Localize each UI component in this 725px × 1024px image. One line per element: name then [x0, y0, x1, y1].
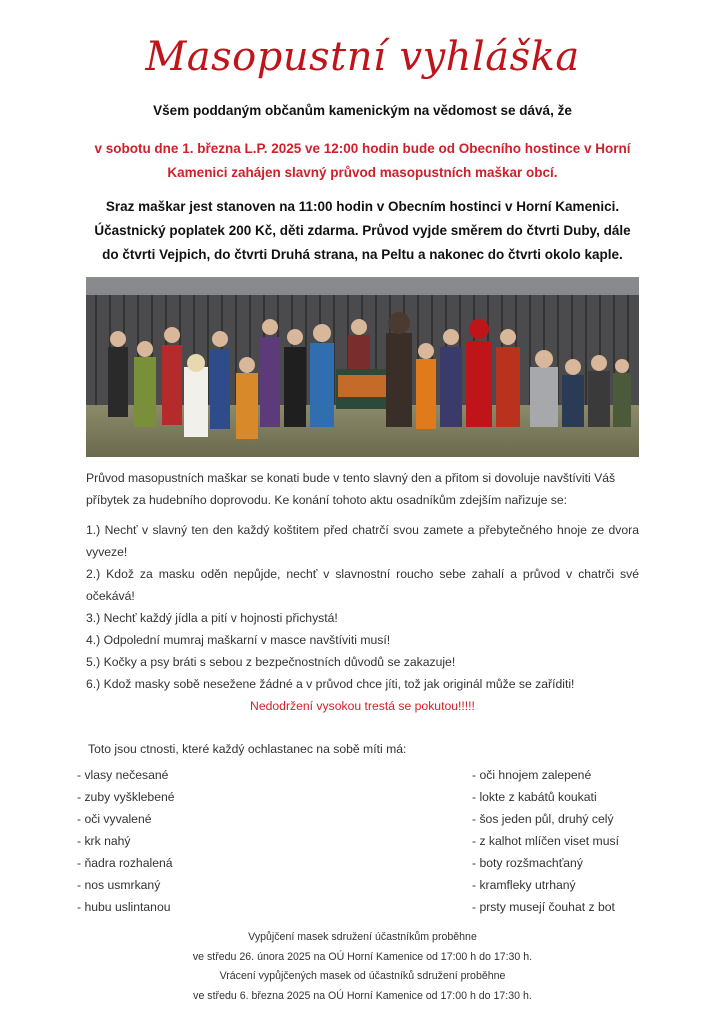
- group-photo-image: [86, 277, 639, 457]
- rule-item: 1.) Nechť v slavný ten den každý koštitem před chatrčí svou zamete a přebytečného hnoje ze dvora vyveze!: [86, 523, 639, 559]
- meeting-line: do čtvrti Vejpich, do čtvrti Druhá strana, na Peltu a nakonec do čtvrti okolo kaple.: [102, 247, 623, 262]
- rule-item: 4.) Odpolední mumraj maškarní v masce navštíviti musí!: [86, 633, 391, 647]
- virtue-item: - prsty musejí čouhat z bot: [472, 900, 615, 914]
- announcement-line: v sobotu dne 1. března L.P. 2025 ve 12:00 hodin bude od Obecního hostince v Horní: [94, 141, 631, 156]
- intro-paragraph: Průvod masopustních maškar se konati bude v tento slavný den a přitom si dovoluje navštíviti Váš příbytek za hudebního doprovodu. Ke konání tohoto aktu osadníkům zdejším nařizuje se:: [86, 471, 616, 507]
- footer-line: Vypůjčení masek sdružení účastníkům proběhne: [248, 931, 477, 943]
- rules-list: [86, 519, 639, 695]
- rule-item: 3.) Nechť každý jídla a pití v hojnosti přichystá!: [86, 611, 338, 625]
- announcement: [0, 137, 725, 185]
- virtues-right-list: [472, 764, 619, 918]
- footer-line: Vrácení vypůjčených masek od účastníků sdružení proběhne: [219, 970, 506, 982]
- virtue-item: - oči hnojem zalepené: [472, 768, 592, 782]
- virtue-item: - šos jeden půl, druhý celý: [472, 812, 614, 826]
- virtue-item: - ňadra rozhalená: [77, 856, 173, 870]
- virtue-item: - z kalhot mlíčen viset musí: [472, 834, 619, 848]
- virtue-item: - vlasy nečesané: [77, 768, 169, 782]
- rule-item: 2.) Kdož za masku oděn nepůjde, nechť v slavnostní roucho sebe zahalí a průvod v chatrči své očekává!: [86, 567, 639, 603]
- footer-line: ve středu 6. března 2025 na OÚ Horní Kamenice od 17:00 h do 17:30 h.: [193, 989, 532, 1002]
- group-photo: [86, 277, 639, 457]
- rule-item: 5.) Kočky a psy bráti s sebou z bezpečnostních důvodů se zakazuje!: [86, 655, 456, 669]
- footer-info: [0, 928, 725, 1006]
- virtue-item: - krk nahý: [77, 834, 131, 848]
- rule-item: 6.) Kdož masky sobě nesežene žádné a v průvod chce jíti, tož jak originál může se zaříditi!: [86, 677, 575, 691]
- footer-line: ve středu 26. února 2025 na OÚ Horní Kamenice od 17:00 h do 17:30 h.: [192, 950, 533, 963]
- meeting-line: Sraz maškar jest stanoven na 11:00 hodin v Obecním hostinci v Horní Kamenici.: [105, 199, 620, 214]
- meeting-info: [0, 195, 725, 267]
- penalty-notice: Nedodržení vysokou trestá se pokutou!!!!!: [250, 699, 475, 713]
- virtue-item: - lokte z kabátů koukati: [472, 790, 597, 804]
- virtue-item: - oči vyvalené: [77, 812, 152, 826]
- page-title: Masopustní vyhláška: [145, 34, 580, 80]
- virtue-item: - boty rozšmachťaný: [472, 856, 583, 870]
- virtue-item: - kramfleky utrhaný: [472, 878, 576, 892]
- virtue-item: - zuby vyšklebené: [77, 790, 175, 804]
- meeting-line: Účastnický poplatek 200 Kč, děti zdarma. Průvod vyjde směrem do čtvrti Duby, dále: [94, 223, 631, 238]
- virtues-heading: Toto jsou ctnosti, které každý ochlastanec na sobě míti má:: [88, 742, 407, 756]
- virtues-left-list: [77, 764, 175, 918]
- virtue-item: - hubu uslintanou: [77, 900, 171, 914]
- virtue-item: - nos usmrkaný: [77, 878, 161, 892]
- lead-text: Všem poddaným občanům kamenickým na vědomost se dává, že: [153, 103, 572, 118]
- announcement-line: Kamenici zahájen slavný průvod masopustních maškar obcí.: [167, 165, 558, 180]
